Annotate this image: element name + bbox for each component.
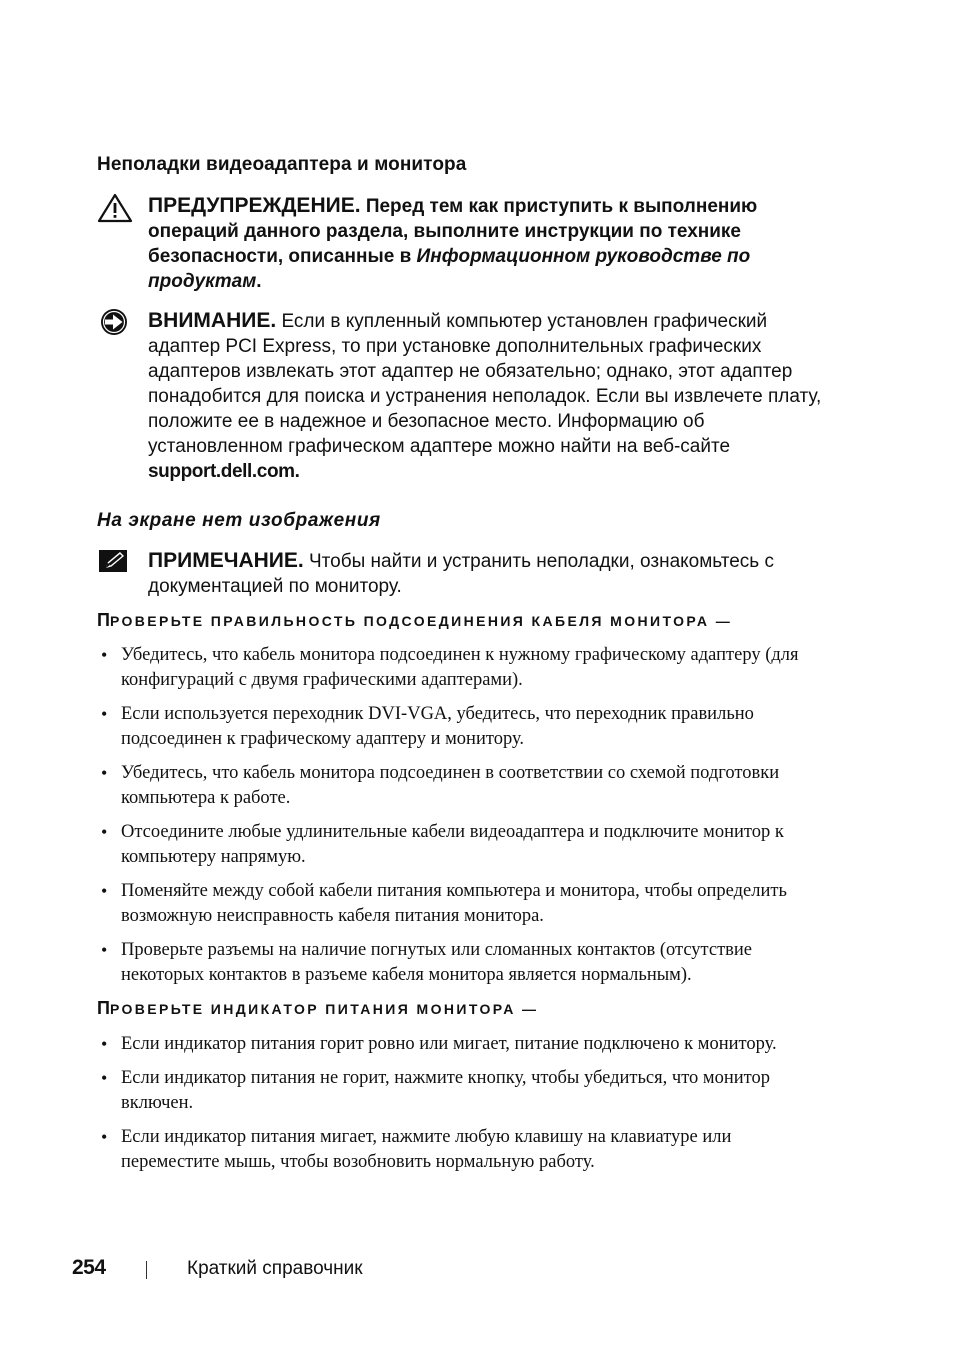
check-cable-heading-rest: РОВЕРЬТЕ ПРАВИЛЬНОСТЬ ПОДСОЕДИНЕНИЯ КАБЕЛЯ МОНИТОРА — — [109, 613, 733, 629]
notice-body: Если в купленный компьютер установлен графический адаптер PCI Express, то при установке дополнительных графических адаптеров извлекать этот адаптер не обязательно; однако, этот адаптер понадобится для поиска и устранения неполадок. Если вы извлечете плату, положите ее в надежное и безопасное место. Информацию об установленном графическом адаптере можно найти на веб-сайте — [148, 311, 822, 457]
warning-triangle-icon — [97, 193, 133, 223]
note-text — [148, 548, 827, 599]
subheading-no-image: На экране нет изображения — [97, 510, 381, 531]
check-power-heading-rest: РОВЕРЬТЕ ИНДИКАТОР ПИТАНИЯ МОНИТОРА — — [109, 1001, 539, 1017]
notice-text — [148, 308, 827, 484]
check-power-heading — [97, 998, 538, 1019]
check-cable-heading — [97, 610, 732, 631]
list-item: • Если используется переходник DVI-VGA, убедитесь, что переходник правильно подсоединен к графическому адаптеру и монитору. — [101, 702, 831, 752]
book-title: Краткий справочник — [187, 1258, 363, 1279]
note-pencil-icon — [97, 548, 131, 576]
list-item: • Отсоедините любые удлинительные кабели видеоадаптера и подключите монитор к компьютеру напрямую. — [101, 820, 831, 870]
page-number: 254 — [72, 1256, 106, 1279]
list-item: • Проверьте разъемы на наличие погнутых или сломанных контактов (отсутствие некоторых контактов в разъеме кабеля монитора является нормальным). — [101, 938, 831, 988]
notice-lead: ВНИМАНИЕ. — [148, 309, 277, 332]
notice-callout — [97, 308, 827, 484]
warning-end: . — [256, 271, 262, 292]
list-item: • Если индикатор питания не горит, нажмите кнопку, чтобы убедиться, что монитор включен. — [101, 1066, 831, 1116]
warning-callout — [97, 193, 827, 294]
warning-text — [148, 193, 827, 294]
footer-separator — [146, 1261, 147, 1279]
check-power-heading-first-letter: П — [97, 998, 110, 1018]
check-power-list — [101, 1032, 831, 1184]
note-lead: ПРИМЕЧАНИЕ. — [148, 549, 304, 572]
list-item: • Если индикатор питания мигает, нажмите любую клавишу на клавиатуре или переместите мышь, чтобы возобновить нормальную работу. — [101, 1125, 831, 1175]
list-item: • Поменяйте между собой кабели питания компьютера и монитора, чтобы определить возможную неисправность кабеля питания монитора. — [101, 879, 831, 929]
warning-body: Перед тем как приступить к выполнению операций данного раздела, выполните инструкции по технике безопасности, описанные в — [148, 196, 758, 267]
warning-lead: ПРЕДУПРЕЖДЕНИЕ. — [148, 194, 361, 217]
check-cable-list — [101, 643, 831, 997]
note-callout — [97, 548, 827, 599]
support-url-link[interactable]: support.dell.com. — [148, 461, 300, 482]
notice-arrow-icon — [97, 308, 131, 342]
list-item: • Убедитесь, что кабель монитора подсоединен к нужному графическому адаптеру (для конфигураций с двумя графическими адаптерами). — [101, 643, 831, 693]
list-item: • Если индикатор питания горит ровно или мигает, питание подключено к монитору. — [101, 1032, 831, 1057]
warning-doc-reference: Информационном руководстве по продуктам — [148, 246, 751, 292]
section-title: Неполадки видеоадаптера и монитора — [97, 154, 467, 175]
check-cable-heading-first-letter: П — [97, 610, 110, 630]
note-body: Чтобы найти и устранить неполадки, ознакомьтесь с документацией по монитору. — [148, 551, 774, 597]
list-item: • Убедитесь, что кабель монитора подсоединен в соответствии со схемой подготовки компьютера к работе. — [101, 761, 831, 811]
